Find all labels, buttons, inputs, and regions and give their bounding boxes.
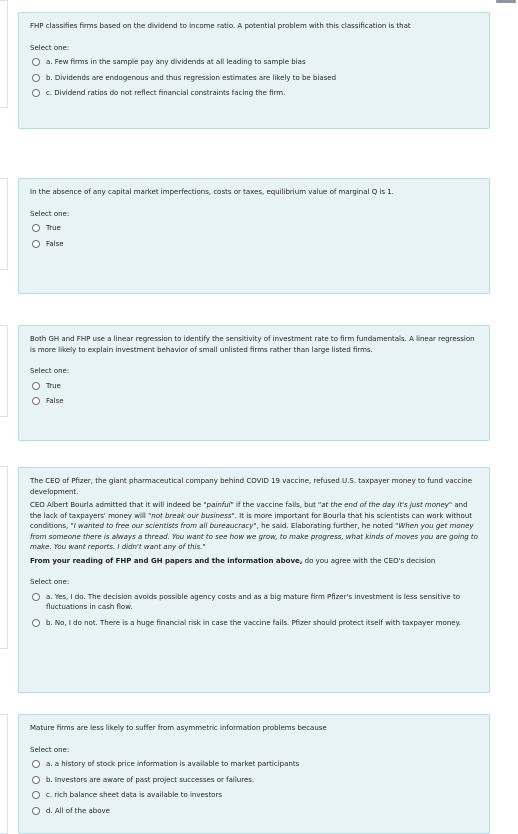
answer-option[interactable]	[30, 379, 478, 395]
answer-option-label: True	[46, 381, 61, 390]
question-text-run: "	[202, 543, 206, 551]
radio-button[interactable]	[32, 619, 40, 627]
radio-button[interactable]	[32, 382, 40, 390]
question-text-run: From your reading of FHP and GH papers and the information above,	[30, 556, 303, 565]
answer-option[interactable]	[30, 773, 478, 789]
select-one-prompt: Select one:	[30, 367, 70, 375]
question-text-run: The CEO of Pfizer, the giant pharmaceutical company behind COVID 19 vaccine, refused U.S. taxpayer money to fund vaccine development.	[30, 477, 473, 496]
radio-button[interactable]	[32, 397, 40, 405]
question-text-run: CEO Albert Bourla admitted that it will indeed be "	[30, 501, 207, 509]
answer-options	[30, 590, 478, 632]
question-text-run: ", he said. Elaborating further, he noted "	[253, 522, 399, 530]
select-one-prompt: Select one:	[30, 43, 70, 52]
answer-option[interactable]	[30, 590, 478, 616]
answer-option-label: False	[46, 397, 64, 405]
question-paragraph	[30, 556, 478, 567]
left-card-edge	[0, 178, 8, 270]
answer-option[interactable]	[30, 788, 478, 804]
answer-options	[30, 55, 478, 102]
question-text-run: Mature firms are less likely to suffer from asymmetric information problems because	[30, 724, 327, 732]
question-paragraph	[30, 334, 478, 355]
answer-option-label: a. Yes, I do. The decision avoids possible agency costs and as a big mature firm Pfizer's investment is less sensitive to fluctuations in cash flow.	[46, 592, 460, 611]
answer-option-label: d. All of the above	[46, 806, 110, 815]
radio-button[interactable]	[32, 776, 40, 784]
question-text-run: I wanted to free our scientists from all bureaucracy	[73, 522, 254, 530]
radio-button[interactable]	[32, 240, 40, 248]
question-text-run: ". It is more important for Bourla that his scientists can work without conditions, "	[30, 511, 473, 530]
select-one-prompt: Select one:	[30, 745, 70, 754]
question-paragraph	[30, 723, 478, 734]
question-box	[18, 714, 490, 834]
answer-option-label: b. No, I do not. There is a huge financial risk in case the vaccine fails. Pfizer should protect itself with taxpayer money.	[46, 618, 461, 627]
answer-option-label: False	[46, 239, 64, 248]
answer-option[interactable]	[30, 71, 478, 87]
question-text-run: " if the vaccine fails, but "	[230, 501, 322, 509]
answer-option[interactable]	[30, 757, 478, 773]
question-box	[18, 178, 490, 294]
answer-option-label: c. Dividend ratios do not reflect financial constraints facing the firm.	[46, 89, 286, 97]
radio-button[interactable]	[32, 760, 40, 768]
answer-option-label: b. Investors are aware of past project successes or failures.	[46, 775, 255, 784]
question-text	[30, 187, 478, 198]
select-one-prompt: Select one:	[30, 578, 70, 586]
answer-option-label: a. Few firms in the sample pay any dividends at all leading to sample bias	[46, 58, 306, 66]
answer-option[interactable]	[30, 86, 478, 102]
radio-button[interactable]	[32, 89, 40, 97]
answer-options	[30, 757, 478, 819]
radio-button[interactable]	[32, 791, 40, 799]
answer-options	[30, 379, 478, 410]
question-text-run: FHP classifies firms based on the dividend to income ratio. A potential problem with this classification is that	[30, 22, 411, 30]
question-text-run: Both GH and FHP use a linear regression to identify the sensitivity of investment rate to firm fundamentals. A linear regression is more likely to explain investment behavior of small unlisted firms rather than large listed firms.	[30, 335, 475, 354]
question-text-run: at the end of the day it's just money	[321, 501, 449, 509]
question-text-run: When you get money from someone there is always a thread. You want to see how we grow, to make progress, what kinds of moves you are going to make. You want reports. I didn't want any of this.	[30, 522, 478, 551]
answer-option[interactable]	[30, 221, 478, 237]
question-text-run: do you agree with the CEO's decision	[302, 556, 436, 565]
answer-option[interactable]	[30, 616, 478, 632]
question-text	[30, 21, 478, 32]
answer-option-label: a. a history of stock price information is available to market participants	[46, 760, 300, 768]
question-box	[18, 12, 490, 129]
left-card-edge	[0, 0, 8, 108]
question-text-run: " and the lack of taxpayers' money will "	[30, 501, 468, 520]
question-paragraph	[30, 500, 478, 553]
question-paragraph	[30, 187, 478, 198]
question-text	[30, 476, 478, 566]
top-scroll-tab	[496, 0, 516, 3]
question-text	[30, 723, 478, 734]
question-paragraph	[30, 21, 478, 32]
answer-option-label: b. Dividends are endogenous and thus regression estimates are likely to be biased	[46, 73, 337, 82]
question-text	[30, 334, 478, 355]
question-box	[18, 467, 490, 693]
answer-option[interactable]	[30, 394, 478, 410]
question-text-run: not break our business	[151, 511, 232, 520]
question-text-run: In the absence of any capital market imperfections, costs or taxes, equilibrium value of marginal Q is 1.	[30, 188, 394, 196]
radio-button[interactable]	[32, 593, 40, 601]
question-box	[18, 325, 490, 441]
radio-button[interactable]	[32, 807, 40, 815]
radio-button[interactable]	[32, 224, 40, 232]
left-card-edge	[0, 466, 8, 649]
left-card-edge	[0, 325, 8, 417]
answer-option[interactable]	[30, 804, 478, 820]
select-one-prompt: Select one:	[30, 209, 70, 218]
answer-option-label: True	[46, 224, 61, 232]
answer-option[interactable]	[30, 237, 478, 253]
question-text-run: painful	[206, 501, 231, 509]
question-paragraph	[30, 476, 478, 497]
radio-button[interactable]	[32, 74, 40, 82]
answer-option[interactable]	[30, 55, 478, 71]
answer-option-label: c. rich balance sheet data is available to investors	[46, 791, 222, 799]
left-card-edge	[0, 714, 8, 834]
radio-button[interactable]	[32, 58, 40, 66]
answer-options	[30, 221, 478, 252]
